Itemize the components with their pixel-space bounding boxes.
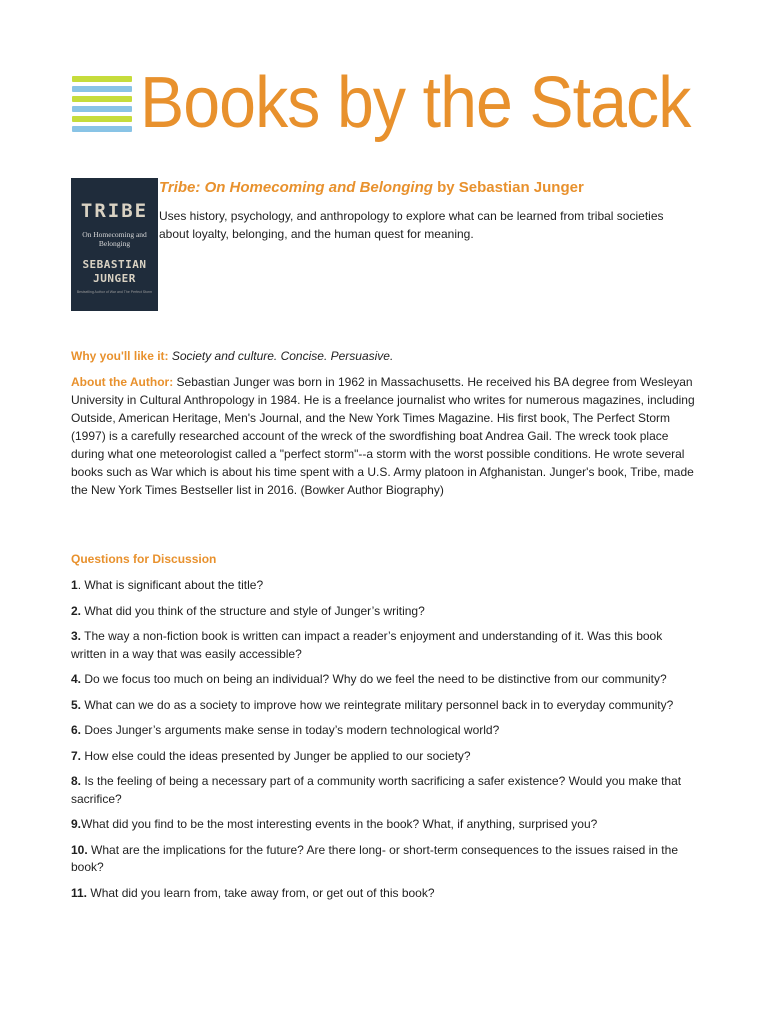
- about-label: About the Author:: [71, 375, 174, 389]
- question-text: Is the feeling of being a necessary part of a community worth sacrificing a safer existence? Would you make that sacrifice?: [71, 774, 682, 806]
- book-author: by Sebastian Junger: [432, 179, 584, 196]
- book-cover-image: [71, 178, 158, 311]
- question-text: What did you learn from, take away from, or get out of this book?: [87, 885, 435, 900]
- question-number: 6.: [71, 723, 82, 737]
- logo-stripe: [72, 96, 132, 102]
- question-item: [71, 603, 699, 621]
- question-number: 10.: [71, 842, 88, 857]
- logo-stripe: [72, 126, 132, 132]
- question-text: How else could the ideas presented by Junger be applied to our society?: [81, 748, 471, 763]
- cover-author: [71, 258, 158, 286]
- why-value: Society and culture. Concise. Persuasive.: [168, 349, 394, 363]
- question-item: [71, 773, 699, 808]
- question-item: [71, 748, 699, 766]
- logo-stripe: [72, 106, 132, 112]
- question-item: [71, 885, 699, 903]
- about-text: Sebastian Junger was born in 1962 in Massachusetts. He received his BA degree from Wesleyan University in Cultural Anthropology in 1984. He is a freelance journalist who writes for numerous magazines, including Outside, American Heritage, Men's Journal, and the New York Times Magazine. His first book, The Perfect Storm (1997) is a carefully researched account of the wreck of the swordfishing boat Andrea Gail. The wreck took place during what one meteorologist called a "perfect storm"--a storm with the worst possible conditions. He wrote several books such as War which is about his time spent with a U.S. Army platoon in Afghanistan. Junger's book, Tribe, made the New York Times Bestseller list in 2016. (Bowker Author Biography): [71, 375, 695, 497]
- question-number: 8.: [71, 774, 82, 788]
- question-number: 9.: [71, 817, 82, 831]
- cover-title: TRIBE: [80, 200, 149, 222]
- question-text: Do we focus too much on being an individual? Why do we feel the need to be distinctive from our community?: [81, 672, 667, 686]
- logo-stripe: [72, 76, 132, 82]
- book-title: Tribe: On Homecoming and Belonging: [159, 179, 433, 196]
- question-item: [71, 577, 699, 595]
- logo: [70, 63, 710, 143]
- logo-stripe: [72, 116, 132, 122]
- logo-text: Books by the Stack: [140, 63, 691, 143]
- question-number: 4.: [71, 672, 82, 686]
- question-number: 11.: [71, 885, 88, 900]
- question-number: 1: [71, 578, 78, 592]
- cover-subtitle: On Homecoming and Belonging: [82, 230, 147, 248]
- question-item: [71, 697, 699, 715]
- question-number: 5.: [71, 697, 82, 712]
- question-item: [71, 628, 699, 663]
- logo-stripes-icon: [72, 76, 132, 136]
- question-item: [71, 722, 699, 740]
- book-description: Uses history, psychology, and anthropology to explore what can be learned from tribal societies about loyalty, belonging, and the human quest for meaning.: [159, 209, 664, 241]
- questions-list: [71, 577, 699, 910]
- why-label: Why you'll like it:: [71, 349, 169, 363]
- question-text: The way a non-fiction book is written can impact a reader’s enjoyment and understanding of it. Was this book written in a way that was easily accessible?: [71, 629, 663, 661]
- question-item: [71, 842, 699, 877]
- why-youll-like-it: [71, 347, 393, 365]
- logo-stripe: [72, 86, 132, 92]
- cover-tagline: Bestselling Author of War and The Perfect Storm: [76, 290, 153, 294]
- question-text: What are the implications for the future? Are there long- or short-term consequences to the issues raised in the book?: [71, 842, 678, 874]
- question-number: 3.: [71, 629, 82, 643]
- cover-author-last: JUNGER: [93, 272, 136, 285]
- question-item: [71, 816, 699, 834]
- question-number: 7.: [71, 748, 82, 763]
- question-item: [71, 671, 699, 689]
- question-text: What can we do as a society to improve how we reintegrate military personnel back in to everyday community?: [81, 697, 674, 712]
- questions-heading: Questions for Discussion: [71, 552, 217, 566]
- question-text: Does Junger’s arguments make sense in today’s modern technological world?: [81, 723, 500, 737]
- cover-author-first: SEBASTIAN: [82, 258, 147, 271]
- question-number: 2.: [71, 603, 82, 618]
- question-text: . What is significant about the title?: [77, 578, 264, 592]
- question-text: What did you think of the structure and style of Junger’s writing?: [81, 603, 425, 618]
- about-the-author: [71, 373, 699, 499]
- book-heading: [159, 179, 584, 196]
- question-text: What did you find to be the most interesting events in the book? What, if anything, surprised you?: [81, 817, 598, 831]
